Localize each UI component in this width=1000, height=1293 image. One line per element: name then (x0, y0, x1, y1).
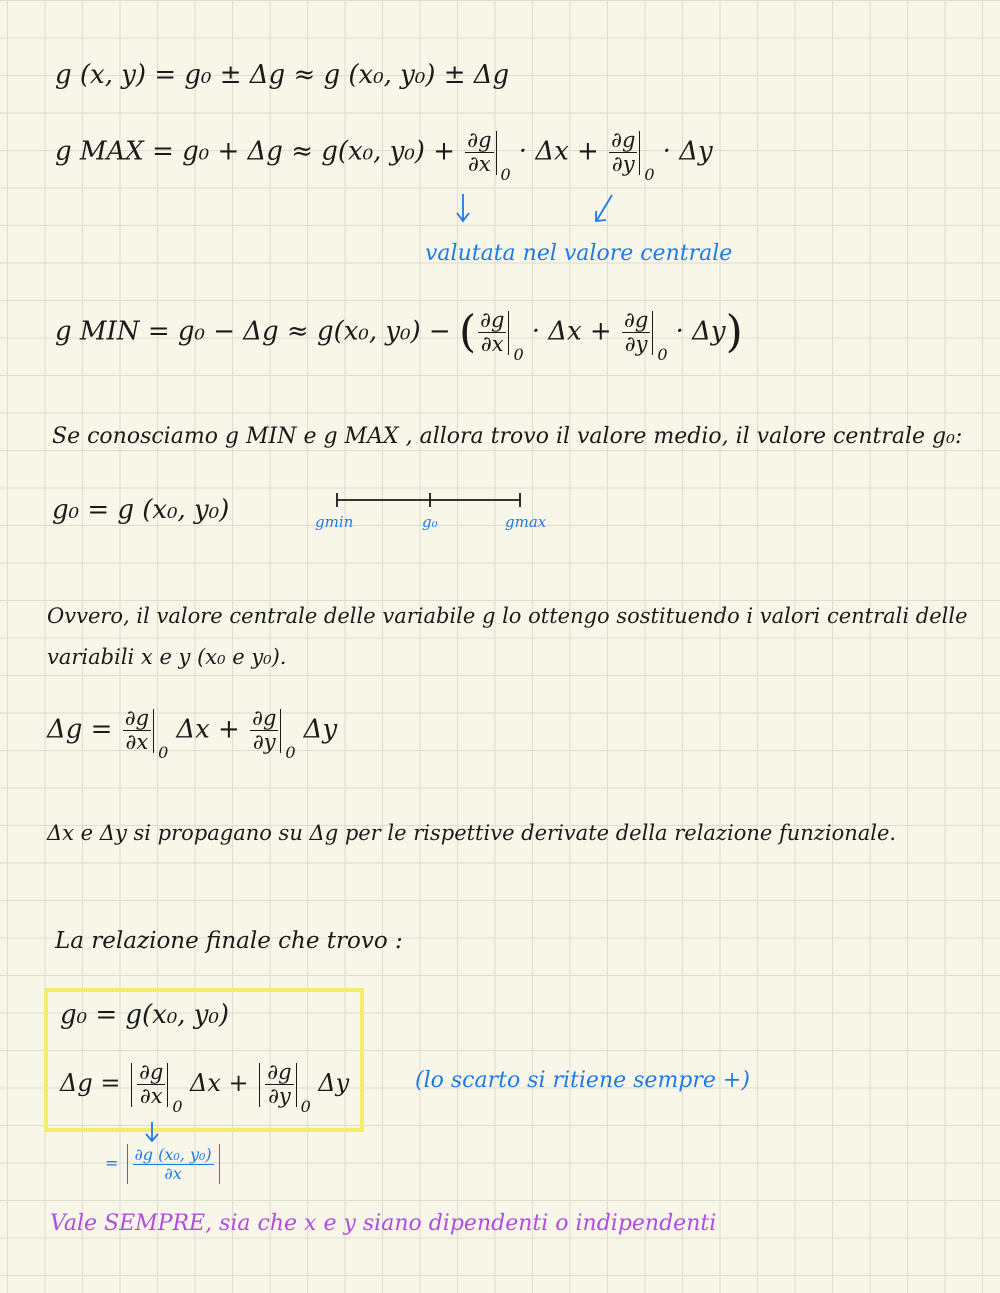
equation-g-min: g MIN = g₀ − Δg ≈ g(x₀, y₀) − ( $\frac{\partial g}{\partial x}$ 0 · Δx + $\frac{\partial g}{\partial y}$ 0 · Δy) (55, 306, 743, 364)
paragraph-line-2: variabili x e y (x₀ e y₀). (47, 645, 287, 669)
g-max-end: · Δy (662, 136, 713, 167)
partial-g-y-fraction: $\frac{\partial g}{\partial y}$ (624, 308, 649, 356)
box-delta-g-lhs: Δg = (60, 1069, 121, 1097)
note-always-positive: (lo scarto si ritiene sempre +) (415, 1068, 750, 1093)
box-delta-g-dy: Δy (318, 1069, 350, 1097)
eval-bar: 0 (167, 1063, 168, 1107)
down-left-arrow-icon (590, 192, 620, 226)
below-box-expression: = $\frac{\text{∂g (x₀, y₀)}}{\partial x}$ (105, 1144, 223, 1184)
partial-g-x-fraction: $\frac{\partial g}{\partial x}$ (124, 706, 150, 754)
box-delta-g-dx: Δx + (190, 1069, 249, 1097)
delta-g-end: Δy (303, 714, 338, 745)
sentence-central-value: Se conosciamo g MIN e g MAX , allora trovo il valore medio, il valore centrale g₀: (52, 424, 963, 449)
g-min-lhs: g MIN = g₀ − Δg ≈ g(x₀, y₀) − (55, 316, 451, 347)
eval-bar: 0 (508, 311, 509, 355)
number-line-max-label: gmax (505, 513, 547, 531)
eval-bar: 0 (496, 131, 497, 175)
eval-bar: 0 (639, 131, 640, 175)
eval-bar: 0 (280, 709, 281, 753)
eval-bar: 0 (153, 709, 154, 753)
box-equation-g0: g₀ = g(x₀, y₀) (60, 1000, 230, 1030)
number-line-mid-label: g₀ (422, 513, 438, 531)
partial-g-x0y0-fraction: $\frac{\text{∂g (x₀, y₀)}}{\partial x}$ (134, 1144, 212, 1183)
partial-g-y-fraction: $\frac{\partial g}{\partial y}$ (267, 1060, 292, 1108)
final-note-always: Vale SEMPRE, sia che x e y siano dipendenti o indipendenti (50, 1211, 717, 1236)
eval-bar: 0 (296, 1063, 297, 1107)
g-min-end: · Δy (675, 316, 726, 347)
delta-g-mid: Δx + (176, 714, 240, 745)
equation-g-max (55, 128, 713, 184)
sentence-final-relation: La relazione finale che trovo : (55, 928, 403, 954)
annotation-center-value: valutata nel valore centrale (425, 241, 733, 266)
partial-g-x-fraction: $\frac{\partial g}{\partial x}$ (467, 128, 492, 176)
g-min-mid: · Δx + (531, 316, 612, 347)
partial-g-y-fraction: $\frac{\partial g}{\partial y}$ (611, 128, 636, 176)
sentence-propagation: Δx e Δy si propagano su Δg per le rispettive derivate della relazione funzionale. (47, 821, 897, 845)
number-line-min-label: gmin (315, 513, 354, 531)
equation-g0: g₀ = g (x₀, y₀) (52, 495, 230, 525)
down-arrow-icon (142, 1120, 162, 1146)
equation-g-xy: g (x, y) = g₀ ± Δg ≈ g (x₀, y₀) ± Δg (55, 60, 510, 90)
partial-g-x-fraction: $\frac{\partial g}{\partial x}$ (139, 1060, 164, 1108)
paragraph-line-1: Ovvero, il valore centrale delle variabile g lo ottengo sostituendo i valori centrali delle (47, 604, 968, 628)
partial-g-x-fraction: $\frac{\partial g}{\partial x}$ (480, 308, 505, 356)
down-arrow-icon (453, 192, 473, 226)
delta-g-lhs: Δg = (47, 714, 113, 745)
box-equation-delta-g (60, 1060, 350, 1116)
number-line-diagram (330, 490, 530, 512)
eval-bar: 0 (652, 311, 653, 355)
equation-delta-g (47, 706, 338, 762)
g-max-mid: · Δx + (518, 136, 599, 167)
partial-g-y-fraction: $\frac{\partial g}{\partial y}$ (252, 706, 277, 754)
g-max-lhs: g MAX = g₀ + Δg ≈ g(x₀, y₀) + (55, 136, 455, 167)
